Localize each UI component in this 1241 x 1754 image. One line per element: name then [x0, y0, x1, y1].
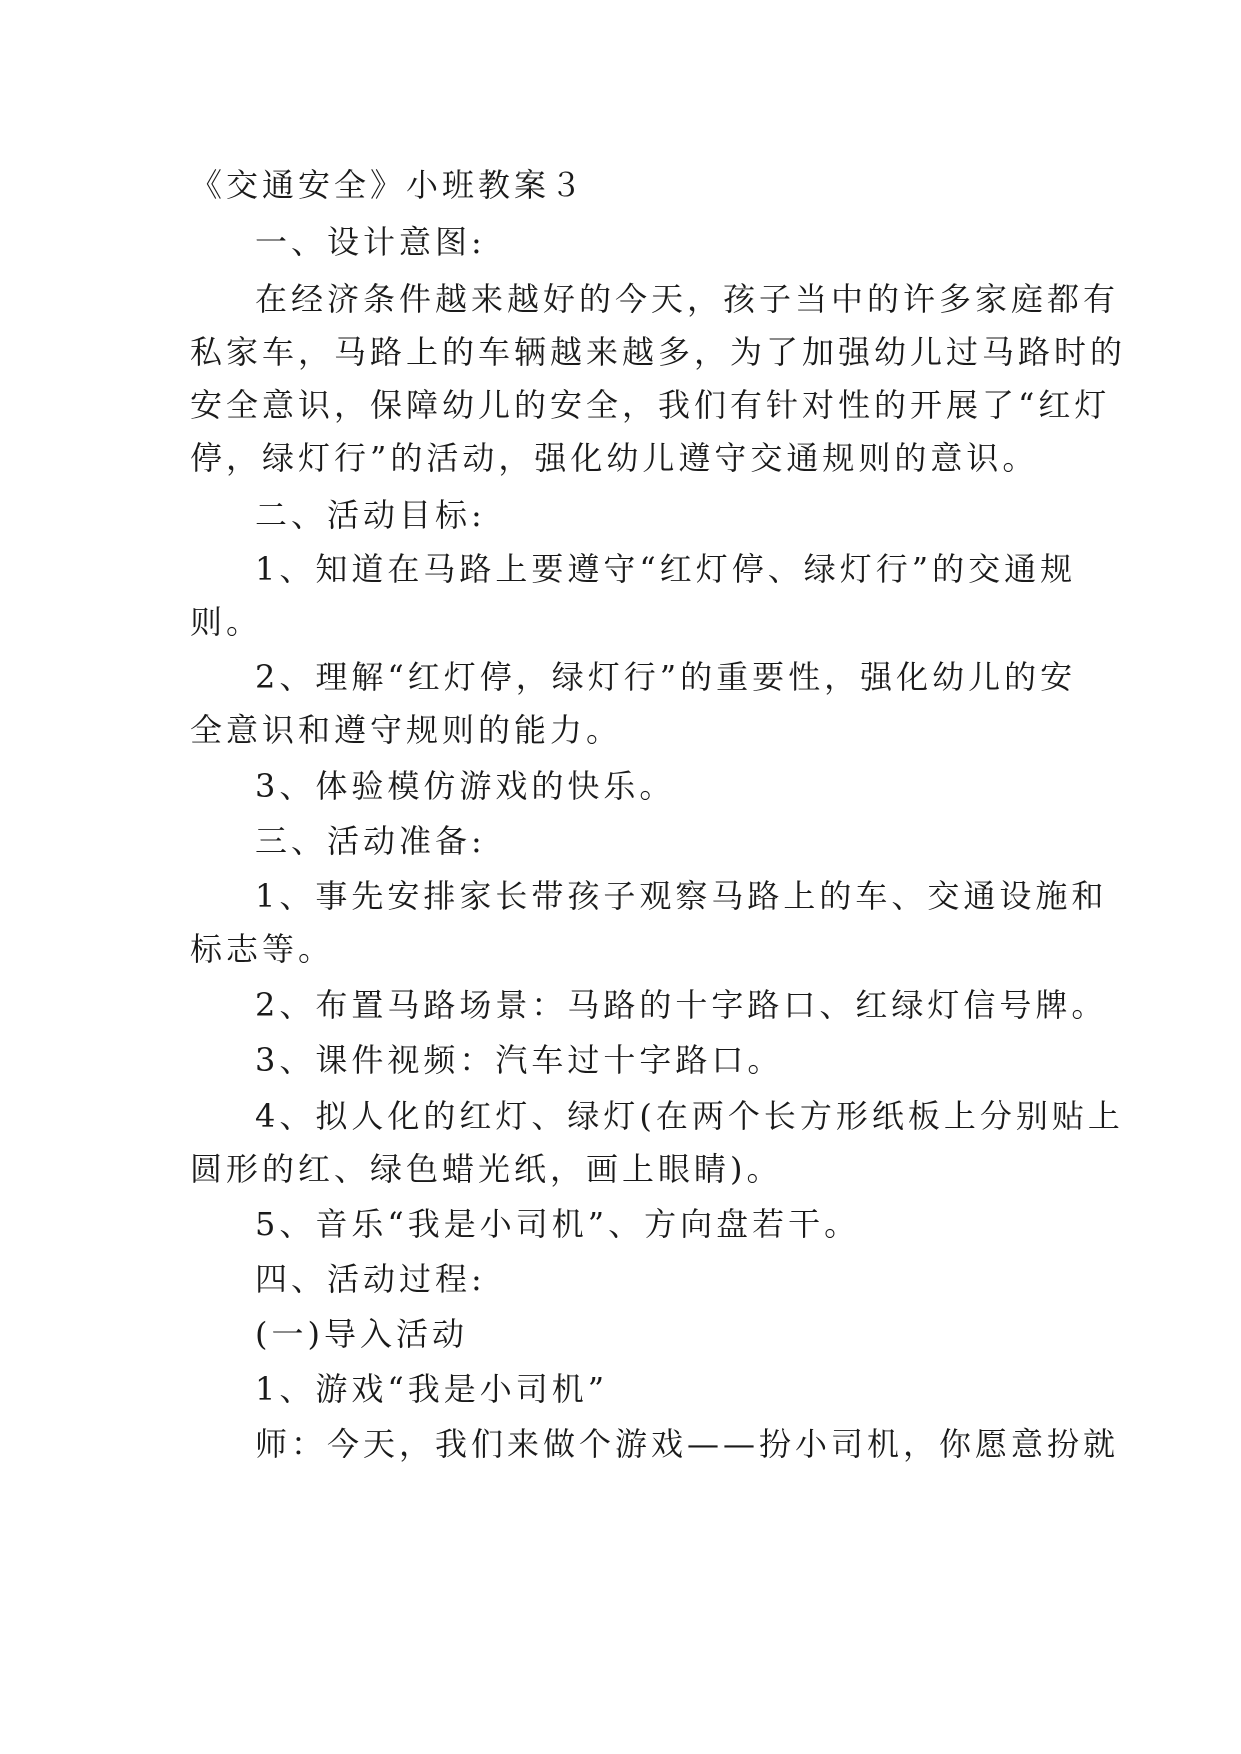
paragraph-line: 圆形的红、绿色蜡光纸，画上眼睛)。 — [190, 1150, 783, 1188]
paragraph-line: 5、音乐“我是小司机”、方向盘若干。 — [255, 1205, 861, 1243]
paragraph-line: 师：今天，我们来做个游戏——扮小司机，你愿意扮就 — [255, 1425, 1120, 1463]
paragraph-line: 2、布置马路场景：马路的十字路口、红绿灯信号牌。 — [255, 986, 1108, 1024]
paragraph-line: 全意识和遵守规则的能力。 — [190, 711, 623, 749]
paragraph-line: 停，绿灯行”的活动，强化幼儿遵守交通规则的意识。 — [190, 439, 1039, 477]
paragraph-line: 私家车，马路上的车辆越来越多，为了加强幼儿过马路时的 — [190, 333, 1127, 371]
paragraph-line: 安全意识，保障幼儿的安全，我们有针对性的开展了“红灯 — [190, 386, 1111, 424]
section-heading-design-intent: 一、设计意图: — [255, 223, 486, 261]
paragraph-line: 1、游戏“我是小司机” — [255, 1370, 609, 1408]
paragraph-line: 1、知道在马路上要遵守“红灯停、绿灯行”的交通规 — [255, 550, 1077, 588]
paragraph-line: 4、拟人化的红灯、绿灯(在两个长方形纸板上分别贴上 — [255, 1097, 1124, 1135]
paragraph-line: 在经济条件越来越好的今天，孩子当中的许多家庭都有 — [255, 280, 1120, 318]
section-heading-preparation: 三、活动准备: — [255, 822, 486, 860]
paragraph-line: 则。 — [190, 603, 263, 641]
section-heading-process: 四、活动过程: — [255, 1260, 486, 1298]
paragraph-line: 2、理解“红灯停，绿灯行”的重要性，强化幼儿的安 — [255, 658, 1077, 696]
paragraph-line: 1、事先安排家长带孩子观察马路上的车、交通设施和 — [255, 877, 1108, 915]
section-heading-goals: 二、活动目标: — [255, 496, 486, 534]
paragraph-line: 3、课件视频：汽车过十字路口。 — [255, 1041, 784, 1079]
document-title: 《交通安全》小班教案３ — [190, 166, 587, 204]
paragraph-line: 标志等。 — [190, 930, 335, 968]
subsection-heading: (一)导入活动 — [255, 1315, 468, 1353]
paragraph-line: 3、体验模仿游戏的快乐。 — [255, 767, 676, 805]
